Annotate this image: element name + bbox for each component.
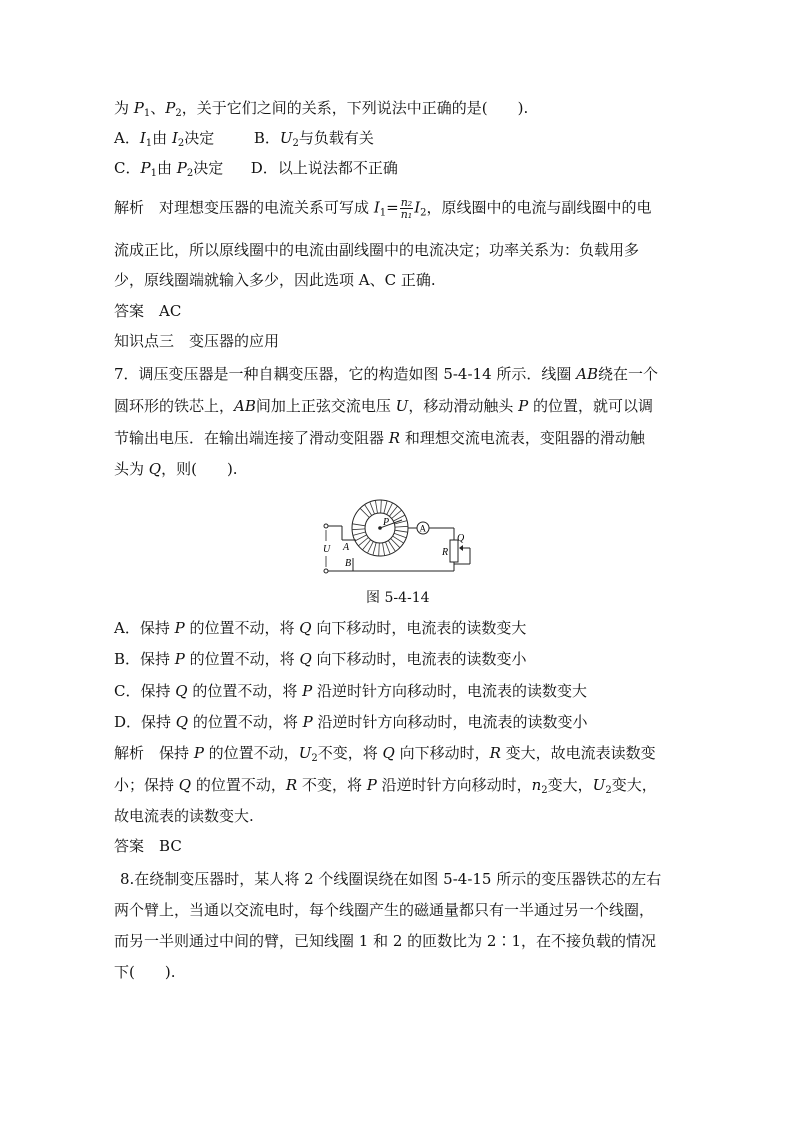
q6-option-d: D．以上说法都不正确 — [250, 159, 398, 177]
label-r: R — [442, 547, 449, 558]
winding-turn — [394, 533, 406, 538]
autotransformer-circuit-figure — [318, 498, 478, 580]
q7-analysis-line2: 小；保持 Q 的位置不动，R 不变，将 P 沿逆时针方向移动时，$n_2$变大，$U_2$变大， — [114, 776, 657, 796]
q6-options-row1 — [114, 128, 374, 154]
q7-stem-line2: 圆环形的铁芯上，AB间加上正弦交流电压 U，移动滑动触头 P 的位置，就可以调 — [114, 397, 653, 415]
label-p: P — [383, 517, 390, 528]
q7-option-a: A．保持 P 的位置不动，将 Q 向下移动时，电流表的读数变大 — [114, 619, 527, 637]
q6-stem: 为 $P_1$、$P_2$，关于它们之间的关系，下列说法中正确的是( ). — [114, 99, 529, 119]
winding-turn — [375, 500, 377, 513]
q6-analysis-line1: 解析 对理想变压器的电流关系可写成 $I_1=$ $\frac{\text{n₂}}{\text{n₁}}$ $I_2$，原线圈中的电流与副线圈中的电 — [114, 196, 652, 221]
winding-turn — [352, 524, 365, 526]
label-b: B — [345, 558, 352, 569]
q7-option-b: B．保持 P 的位置不动，将 Q 向下移动时，电流表的读数变小 — [114, 650, 527, 668]
figure-caption: 图 5-4-14 — [366, 590, 430, 606]
q8-stem-line2: 两个臂上，当通以交流电时，每个线圈产生的磁通量都只有一半通过另一个线圈， — [114, 901, 655, 919]
q8-stem-line1: 8.在绕制变压器时，某人将 2 个线圈误绕在如图 5-4-15 所示的变压器铁芯的左右 — [120, 870, 662, 888]
q6-option-b: B．$U_2$与负载有关 — [253, 129, 374, 149]
q7-stem-line3: 节输出电压．在输出端连接了滑动变阻器 R 和理想交流电流表，变阻器的滑动触 — [114, 429, 645, 447]
q7-answer: 答案 BC — [114, 837, 182, 855]
winding-turn — [395, 526, 408, 527]
q7-option-d: D．保持 Q 的位置不动，将 P 沿逆时针方向移动时，电流表的读数变小 — [114, 713, 588, 731]
ammeter-label: A — [419, 523, 426, 534]
winding-turn — [381, 500, 382, 513]
q6-analysis-line3: 少，原线圈端就输入多少，因此选项 A、C 正确. — [114, 271, 436, 289]
q7-stem-line4: 头为 Q，则( ). — [114, 460, 238, 478]
q8-stem-line4: 下( ). — [114, 963, 176, 981]
input-terminal-top — [324, 524, 328, 528]
q7-option-c: C．保持 Q 的位置不动，将 P 沿逆时针方向移动时，电流表的读数变大 — [114, 682, 587, 700]
winding-turn — [383, 543, 385, 556]
q6-options-row2 — [114, 158, 398, 184]
label-q: Q — [457, 533, 465, 544]
label-u: U — [323, 544, 331, 555]
q7-analysis-line1: 解析 保持 P 的位置不动，$U_2$不变，将 Q 向下移动时，R 变大，故电流表读数变 — [114, 744, 656, 764]
q6-answer: 答案 AC — [114, 302, 182, 320]
q8-stem-line3: 而另一半则通过中间的臂，已知线圈 1 和 2 的匝数比为 2∶1，在不接负载的情况 — [114, 932, 657, 950]
winding-turn — [379, 543, 380, 556]
q6-analysis-line2: 流成正比，所以原线圈中的电流由副线圈中的电流决定；功率关系为：负载用多 — [114, 241, 640, 259]
label-a: A — [343, 542, 350, 553]
section-title: 知识点三 变压器的应用 — [114, 332, 280, 350]
winding-turn — [352, 529, 365, 530]
winding-turn — [370, 502, 375, 514]
winding-turn — [373, 543, 376, 556]
slider-q — [459, 545, 463, 551]
analysis-label: 解析 — [114, 198, 145, 217]
q7-stem-line1: 7．调压变压器是一种自耦变压器，它的构造如图 5-4-14 所示．线圈 AB绕在一个 — [114, 365, 659, 383]
winding-turn — [386, 542, 391, 554]
q6-option-a: A．$I_1$由 $I_2$决定 — [114, 129, 215, 149]
input-terminal-bottom — [324, 569, 328, 573]
ratio-fraction: $\frac{\text{n₂}}{\text{n₁}}$ — [400, 196, 413, 221]
q6-option-c: C．$P_1$由 $P_2$决定 — [114, 159, 224, 179]
winding-turn — [384, 501, 387, 514]
q7-analysis-line3: 故电流表的读数变大. — [114, 807, 254, 825]
winding-turn — [353, 532, 366, 535]
winding-turn — [395, 530, 408, 532]
